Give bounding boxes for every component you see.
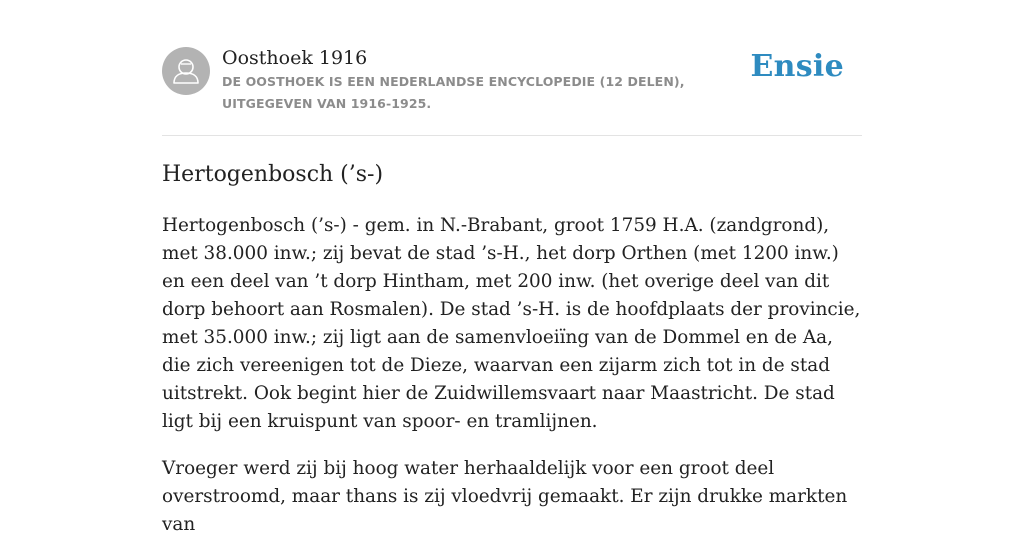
source-description: DE OOSTHOEK IS EEN NEDERLANDSE ENCYCLOPEDIE (12 DELEN), UITGEGEVEN VAN 1916-1925.	[222, 74, 685, 111]
header-divider	[162, 135, 862, 136]
source-title[interactable]: Oosthoek 1916	[222, 47, 368, 69]
article-body	[162, 212, 862, 558]
user-icon	[162, 47, 210, 95]
avatar[interactable]	[162, 47, 210, 95]
source-header	[162, 45, 862, 121]
article-paragraph: Vroeger werd zij bij hoog water herhaaldelijk voor een groot deel overstroomd, maar thans is zij vloedvrij gemaakt. Er zijn drukke markten van	[162, 458, 848, 535]
ensie-logo[interactable]: Ensie	[750, 49, 844, 84]
article-paragraph: Hertogenbosch (’s-) - gem. in N.-Brabant, groot 1759 H.A. (zandgrond), met 38.000 inw.; zij bevat de stad ’s-H., het dorp Orthen (met 1200 inw.) en een deel van ’t dorp Hintham, met 200 inw. (het overige deel van dit dorp behoort aan Rosmalen). De stad ’s-H. is de hoofdplaats der provincie, met 35.000 inw.; zij ligt aan de samenvloeiïng van de Dommel en de Aa, die zich vereenigen tot de Dieze, waarvan een zijarm zich tot in de stad uitstrekt. Ook begint hier de Zuidwillemsvaart naar Maastricht. De stad ligt bij een kruispunt van spoor- en tramlijnen.	[162, 215, 861, 432]
article-title: Hertogenbosch (’s-)	[162, 162, 384, 187]
source-info	[222, 45, 762, 115]
